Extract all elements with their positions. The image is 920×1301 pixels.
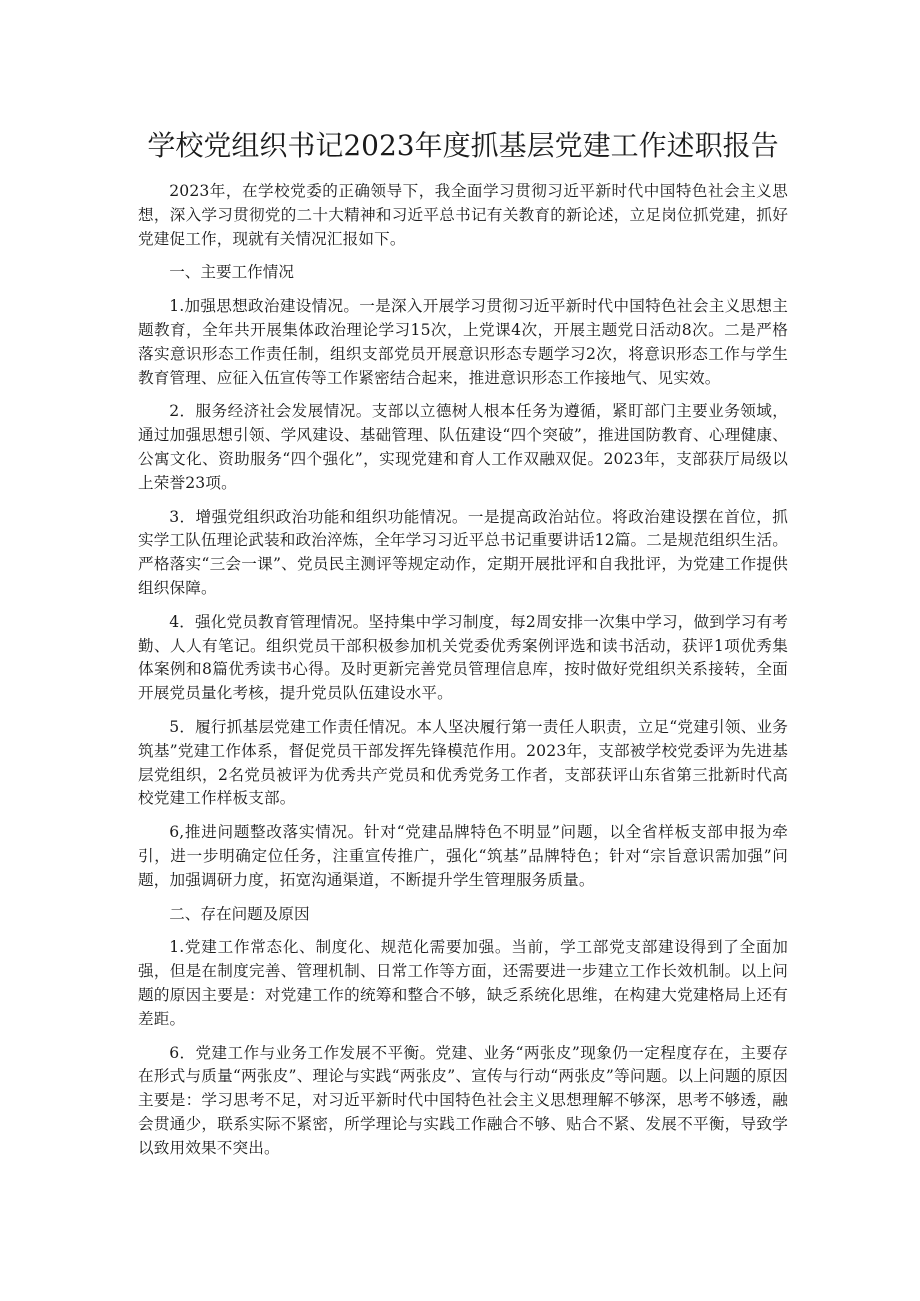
section1-item-1: 1.加强思想政治建设情况。一是深入开展学习贯彻习近平新时代中国特色社会主义思想主题教育，全年共开展集体政治理论学习15次，上党课4次，开展主题党日活动8次。二是严格落实意识形态工作责任制，组织支部党员开展意识形态专题学习2次，将意识形态工作与学生教育管理、应征入伍宣传等工作紧密结合起来，推进意识形态工作接地气、见实效。 (138, 297, 788, 387)
section2-item-2: 6．党建工作与业务工作发展不平衡。党建、业务“两张皮”现象仍一定程度存在，主要存在形式与质量“两张皮”、理论与实践“两张皮”、宣传与行动“两张皮”等问题。以上问题的原因主要是：学习思考不足，对习近平新时代中国特色社会主义思想理解不够深，思考不够透，融会贯通少，联系实际不紧密，所学理论与实践工作融合不够、贴合不紧、发展不平衡，导致学以致用效果不突出。 (138, 1043, 788, 1157)
section1-item-4: 4．强化党员教育管理情况。坚持集中学习制度，每2周安排一次集中学习，做到学习有考勤、人人有笔记。组织党员干部积极参加机关党委优秀案例评选和读书活动，获评1项优秀集体案例和8篇优秀读书心得。及时更新完善党员管理信息库，按时做好党组织关系接转，全面开展党员量化考核，提升党员队伍建设水平。 (138, 612, 788, 703)
section1-item-6: 6,推进问题整改落实情况。针对“党建品牌特色不明显”问题，以全省样板支部申报为牵引，进一步明确定位任务，注重宣传推广，强化“筑基”品牌特色；针对“宗旨意识需加强”问题，加强调研力度，拓宽沟通渠道，不断提升学生管理服务质量。 (138, 823, 788, 889)
section-heading-problems: 二、存在问题及原因 (169, 904, 310, 923)
section1-item-2: 2．服务经济社会发展情况。支部以立德树人根本任务为遵循，紧盯部门主要业务领域，通过加强思想引领、学风建设、基础管理、队伍建设“四个突破”，推进国防教育、心理健康、公寓文化、资助服务“四个强化”，实现党建和育人工作双融双促。2023年，支部获厅局级以上荣誉23项。 (138, 402, 788, 492)
section2-item-1: 1.党建工作常态化、制度化、规范化需要加强。当前，学工部党支部建设得到了全面加强，但是在制度完善、管理机制、日常工作等方面，还需要进一步建立工作长效机制。以上问题的原因主要是：对党建工作的统筹和整合不够，缺乏系统化思维，在构建大党建格局上还有差距。 (138, 938, 788, 1028)
document-body (138, 180, 788, 1170)
document-title: 学校党组织书记2023年度抓基层党建工作述职报告 (147, 129, 779, 162)
section1-item-5: 5．履行抓基层党建工作责任情况。本人坚决履行第一责任人职责，立足“党建引领、业务筑基”党建工作体系，督促党员干部发挥先锋模范作用。2023年，支部被学校党委评为先进基层党组织，2名党员被评为优秀共产党员和优秀党务工作者，支部获评山东省第三批新时代高校党建工作样板支部。 (138, 717, 788, 808)
intro-paragraph: 2023年，在学校党委的正确领导下，我全面学习贯彻习近平新时代中国特色社会主义思想，深入学习贯彻党的二十大精神和习近平总书记有关教育的新论述，立足岗位抓党建，抓好党建促工作，现就有关情况汇报如下。 (138, 182, 788, 248)
section-heading-main-work: 一、主要工作情况 (169, 263, 294, 282)
section1-item-3: 3．增强党组织政治功能和组织功能情况。一是提高政治站位。将政治建设摆在首位，抓实学工队伍理论武装和政治淬炼，全年学习习近平总书记重要讲话12篇。二是规范组织生活。严格落实“三会一课”、党员民主测评等规定动作，定期开展批评和自我批评，为党建工作提供组织保障。 (138, 507, 788, 597)
